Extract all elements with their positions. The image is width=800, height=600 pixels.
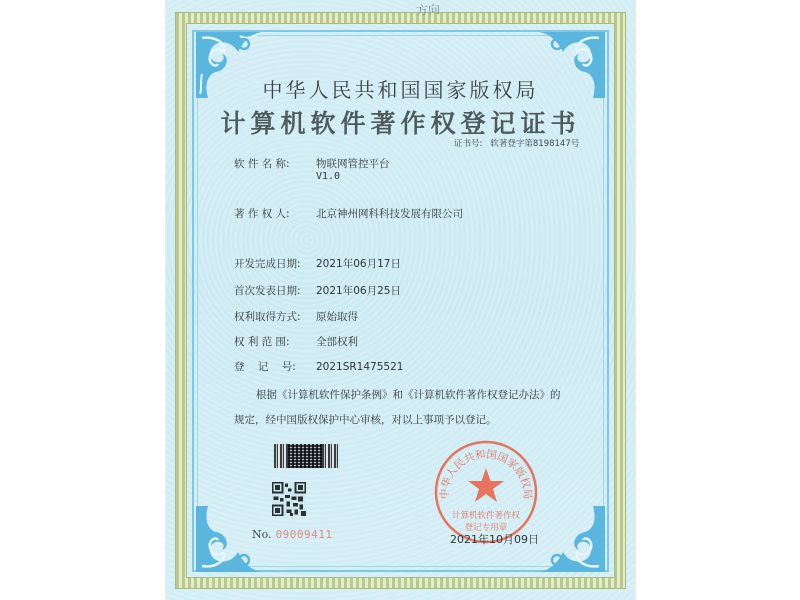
field-value: 2021年06月25日	[316, 285, 401, 297]
statement-line-1: 根据《计算机软件保护条例》和《计算机软件著作权登记办法》的	[256, 389, 561, 401]
field-value: 物联网管控平台	[316, 158, 390, 170]
field-value: 2021年06月17日	[316, 258, 401, 270]
field-label: 软 件 名 称:	[234, 158, 290, 170]
field-label: 登 记 号:	[234, 361, 296, 373]
field-label: 权利取得方式:	[234, 311, 301, 323]
field-value: 原始取得	[316, 311, 358, 323]
statement	[234, 383, 584, 433]
barcode	[274, 444, 338, 468]
field-value: 全部权利	[316, 336, 358, 348]
certificate-number	[454, 137, 579, 149]
field-label: 著 作 权 人:	[234, 208, 290, 220]
qr-code	[272, 482, 306, 516]
field-registration-number	[234, 359, 403, 374]
issuer-title: 中华人民共和国国家版权局	[262, 78, 539, 102]
cert-no-value: 软著登字第8198147号	[490, 139, 580, 149]
field-acquisition-method	[234, 309, 358, 324]
field-rights-scope	[234, 334, 358, 349]
scroll-ornament-icon	[537, 504, 607, 574]
issue-date: 2021年10月09日	[450, 533, 539, 546]
seal-line-1: 计算机软件著作权	[451, 511, 521, 521]
handwritten-note: 方向	[415, 2, 441, 18]
field-value: 北京神州网科科技发展有限公司	[316, 208, 463, 220]
cert-no-label: 证书号:	[454, 139, 483, 149]
official-seal	[432, 438, 540, 546]
certificate-paper	[166, 0, 635, 600]
statement-line-2: 规定，经中国版权保护中心审核，对以上事项予以登记。	[234, 414, 497, 426]
field-version: V1.0	[316, 171, 341, 182]
field-label: 首次发表日期:	[234, 285, 301, 297]
field-label: 开发完成日期:	[234, 258, 301, 270]
field-completion-date	[234, 256, 401, 271]
field-value: 2021SR1475521	[316, 361, 404, 373]
seal-ring-text: 中华人民共和国国家版权局	[438, 448, 534, 500]
field-publish-date	[234, 283, 401, 298]
field-copyright-owner	[234, 206, 463, 221]
certificate-title: 计算机软件著作权登记证书	[220, 109, 581, 138]
serial-number	[252, 528, 333, 541]
field-software-name	[234, 156, 390, 182]
serial-value: 09009411	[275, 528, 333, 541]
field-label: 权 利 范 围:	[234, 336, 290, 348]
serial-label: No.	[252, 528, 272, 541]
seal-line-2: 登记专用章	[464, 523, 508, 533]
